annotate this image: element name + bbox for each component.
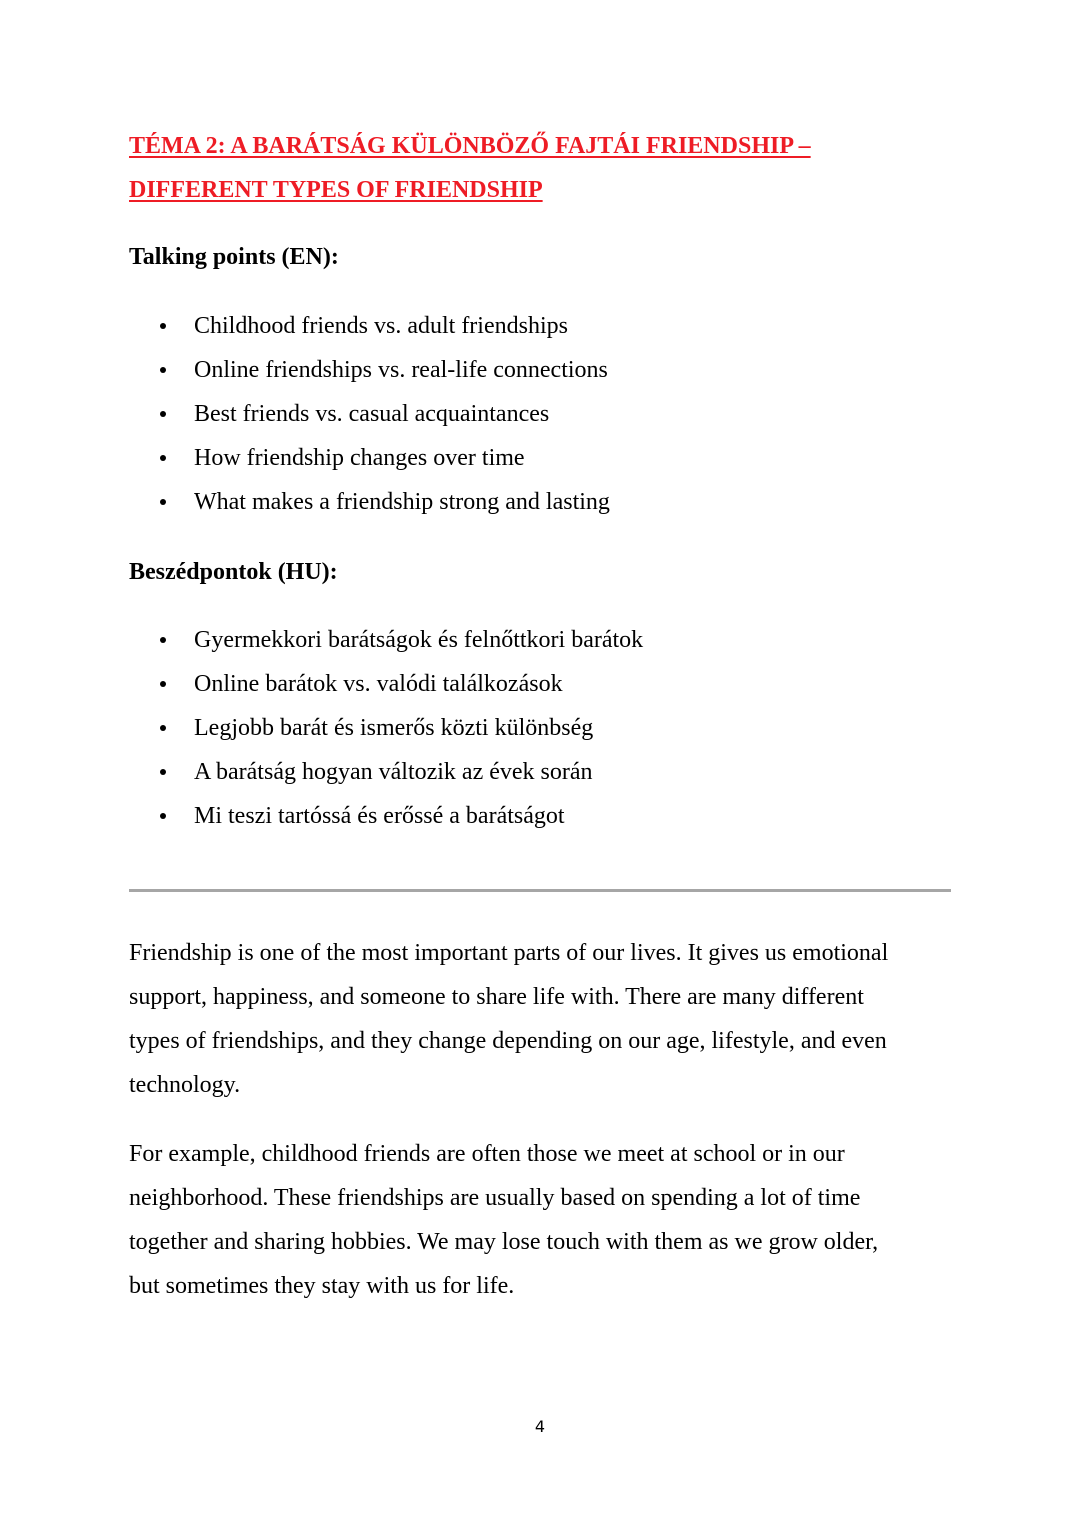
bullet-icon [160, 455, 166, 461]
paragraph-line: but sometimes they stay with us for life. [129, 1273, 515, 1299]
paragraph-line: For example, childhood friends are often those we meet at school or in our [129, 1141, 845, 1167]
list-item-text: Mi teszi tartóssá és erőssé a barátságot [194, 803, 565, 829]
talking-points-hu-heading: Beszédpontok (HU): [129, 559, 338, 585]
bullet-icon [160, 725, 166, 731]
list-item-text: Best friends vs. casual acquaintances [194, 401, 550, 427]
bullet-icon [160, 813, 166, 819]
list-item-text: What makes a friendship strong and lasting [194, 489, 610, 515]
paragraph-line: together and sharing hobbies. We may lose touch with them as we grow older, [129, 1229, 879, 1255]
list-item-text: Online barátok vs. valódi találkozások [194, 671, 563, 697]
list-item-text: Online friendships vs. real-life connections [194, 357, 608, 383]
list-item-text: How friendship changes over time [194, 445, 525, 471]
bullet-icon [160, 769, 166, 775]
bullet-icon [160, 411, 166, 417]
talking-points-en-heading: Talking points (EN): [129, 244, 339, 270]
list-item-text: A barátság hogyan változik az évek során [194, 759, 593, 785]
title-line-1: TÉMA 2: A BARÁTSÁG KÜLÖNBÖZŐ FAJTÁI FRIENDSHIP – [129, 133, 811, 159]
title-line-2: DIFFERENT TYPES OF FRIENDSHIP [129, 177, 543, 203]
paragraph-line: Friendship is one of the most important parts of our lives. It gives us emotional [129, 940, 889, 966]
section-divider [129, 889, 951, 892]
paragraph-line: support, happiness, and someone to share life with. There are many different [129, 984, 864, 1010]
bullet-icon [160, 637, 166, 643]
bullet-icon [160, 499, 166, 505]
list-item-text: Gyermekkori barátságok és felnőttkori barátok [194, 627, 644, 653]
list-item-text: Childhood friends vs. adult friendships [194, 313, 568, 339]
bullet-icon [160, 323, 166, 329]
list-item-text: Legjobb barát és ismerős közti különbség [194, 715, 594, 741]
bullet-icon [160, 367, 166, 373]
page-title [129, 124, 959, 212]
body-paragraph-1 [129, 931, 888, 1107]
page-number: 4 [534, 1417, 546, 1436]
body-paragraph-2 [129, 1132, 878, 1308]
paragraph-line: types of friendships, and they change depending on our age, lifestyle, and even [129, 1028, 887, 1054]
paragraph-line: technology. [129, 1072, 241, 1098]
bullet-icon [160, 681, 166, 687]
paragraph-line: neighborhood. These friendships are usually based on spending a lot of time [129, 1185, 861, 1211]
